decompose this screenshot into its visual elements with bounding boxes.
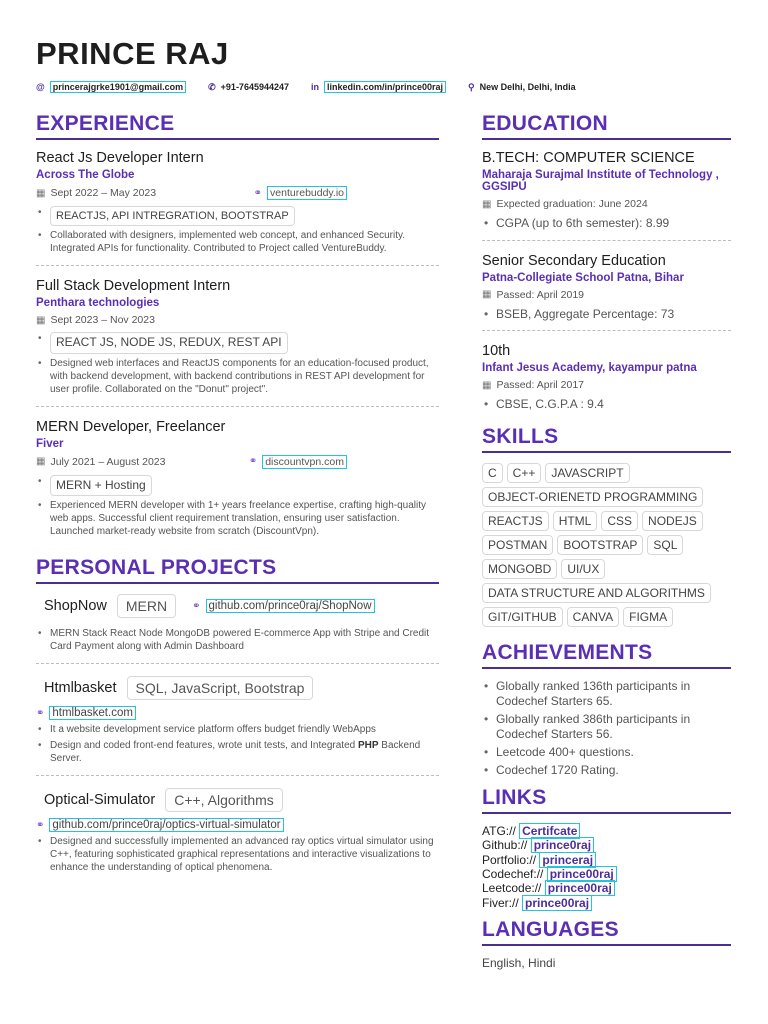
links-list	[482, 824, 731, 910]
skill-tag: OBJECT-ORIENETD PROGRAMMING	[482, 487, 703, 507]
job-bullets	[36, 206, 439, 255]
link-label: ATG://	[482, 823, 516, 838]
divider	[482, 330, 731, 331]
divider	[36, 406, 439, 407]
divider	[36, 775, 439, 776]
divider	[36, 663, 439, 664]
list-item	[36, 475, 439, 497]
list-item: • BSEB, Aggregate Percentage: 73	[482, 307, 731, 323]
job-dates: Sept 2023 – Nov 2023	[50, 314, 155, 327]
skill-tag: GIT/GITHUB	[482, 607, 563, 627]
link-row	[482, 896, 731, 910]
link-value[interactable]: princeraj	[539, 852, 596, 868]
experience-entry	[36, 419, 439, 539]
list-item: • Leetcode 400+ questions.	[482, 745, 731, 760]
skill-tag: REACTJS	[482, 511, 549, 531]
link-row	[482, 838, 731, 852]
job-bullets	[36, 332, 439, 396]
project-link-url[interactable]: github.com/prince0raj/ShopNow	[206, 599, 375, 613]
skills-heading: SKILLS	[482, 425, 731, 453]
link-row	[482, 853, 731, 867]
list-item: • Codechef 1720 Rating.	[482, 763, 731, 778]
list-item: • Experienced MERN developer with 1+ years freelance expertise, crafting high-quality web apps. Successful client requirement translation, ensuring user satisfaction. Launched market-ready website from scratch (DiscountVpn).	[36, 499, 439, 538]
school-name: Patna-Collegiate School Patna, Bihar	[482, 271, 684, 284]
bullet-bold: PHP	[357, 740, 379, 752]
list-item: • MERN Stack React Node MongoDB powered E-commerce App with Stripe and Credit Card Payment along with Admin Dashboard	[36, 627, 439, 653]
languages-text: English, Hindi	[482, 956, 556, 971]
contact-email	[36, 81, 186, 93]
education-entry	[482, 253, 731, 323]
education-meta	[482, 289, 731, 301]
list-item	[36, 739, 439, 765]
skill-tag: FIGMA	[623, 607, 673, 627]
skill-tag: MONGOBD	[482, 559, 557, 579]
tech-tag: MERN + Hosting	[50, 475, 152, 497]
education-date: Passed: April 2017	[496, 379, 585, 392]
link-value[interactable]: prince00raj	[522, 895, 592, 911]
school-name: Maharaja Surajmal Institute of Technology , GGSIPU	[482, 169, 719, 193]
link-value[interactable]: Certifcate	[519, 823, 580, 839]
contact-phone	[208, 82, 289, 93]
job-title: React Js Developer Intern	[36, 150, 204, 166]
company-name: Fiver	[36, 437, 64, 450]
tech-tag: REACTJS, API INTREGRATION, BOOTSTRAP	[50, 206, 295, 226]
project-entry	[36, 788, 439, 874]
calendar-icon: ▦	[36, 187, 46, 199]
education-bullets	[482, 307, 731, 323]
school-name: Infant Jesus Academy, kayampur patna	[482, 362, 697, 375]
education-heading: EDUCATION	[482, 112, 731, 140]
skill-tag: BOOTSTRAP	[557, 535, 643, 555]
list-item	[36, 332, 439, 354]
project-bullets	[36, 627, 439, 653]
list-item: • It a website development service platform offers budget friendly WebApps	[36, 723, 439, 736]
bullet-text: Backend Server.	[50, 740, 421, 765]
skills-list	[482, 463, 731, 627]
job-meta	[36, 455, 439, 469]
languages-heading: LANGUAGES	[482, 918, 731, 946]
job-meta	[36, 314, 439, 326]
skill-tag: POSTMAN	[482, 535, 553, 555]
project-entry	[36, 676, 439, 765]
skill-tag: DATA STRUCTURE AND ALGORITHMS	[482, 583, 711, 603]
skill-tag: C++	[507, 463, 542, 483]
project-link	[192, 599, 374, 613]
job-dates: Sept 2022 – May 2023	[50, 187, 157, 199]
project-bullets	[36, 723, 439, 765]
skill-tag: JAVASCRIPT	[545, 463, 629, 483]
project-name: ShopNow	[44, 598, 107, 615]
project-tag: SQL, JavaScript, Bootstrap	[127, 676, 314, 700]
right-column	[482, 112, 731, 970]
degree-title: B.TECH: COMPUTER SCIENCE	[482, 150, 695, 166]
list-item: • CGPA (up to 6th semester): 8.99	[482, 216, 731, 232]
experience-heading: EXPERIENCE	[36, 112, 439, 140]
job-title: MERN Developer, Freelancer	[36, 418, 226, 435]
projects-heading: PERSONAL PROJECTS	[36, 556, 439, 584]
project-name: Optical-Simulator	[44, 792, 156, 809]
link-label: Codechef://	[482, 866, 544, 881]
link-icon: ⚭	[248, 456, 258, 468]
project-tag: C++, Algorithms	[165, 788, 283, 812]
bullet-text: Design and coded front-end features, wrote unit tests, and Integrated	[50, 740, 358, 752]
degree-title: 10th	[482, 343, 511, 360]
tech-tag: REACT JS, NODE JS, REDUX, REST API	[50, 332, 288, 354]
linkedin-link[interactable]: linkedin.com/in/prince00raj	[324, 81, 446, 93]
calendar-icon: ▦	[482, 198, 492, 210]
calendar-icon: ▦	[482, 289, 492, 301]
phone-number: +91-7645944247	[220, 82, 289, 92]
calendar-icon: ▦	[482, 379, 492, 391]
link-label: Leetcode://	[482, 881, 542, 896]
divider	[482, 240, 731, 241]
project-header	[36, 594, 439, 618]
job-meta	[36, 186, 439, 200]
skill-tag: UI/UX	[561, 559, 605, 579]
link-label: Portfolio://	[482, 852, 537, 867]
education-date: Passed: April 2019	[496, 288, 585, 301]
company-name: Across The Globe	[36, 169, 135, 181]
link-row	[482, 824, 731, 838]
achievements-list	[482, 679, 731, 778]
project-link	[36, 818, 439, 832]
link-icon: ⚭	[36, 819, 45, 831]
job-link	[249, 455, 347, 469]
education-meta	[482, 379, 731, 391]
location-pin-icon: ⚲	[468, 81, 475, 92]
project-link	[36, 706, 439, 720]
education-bullets	[482, 216, 731, 232]
skill-tag: C	[482, 463, 503, 483]
education-date: Expected graduation: June 2024	[496, 198, 648, 210]
link-value[interactable]: prince00raj	[547, 866, 617, 882]
at-icon: @	[36, 82, 45, 92]
job-bullets	[36, 475, 439, 539]
job-title: Full Stack Development Intern	[36, 278, 231, 295]
links-heading: LINKS	[482, 786, 731, 814]
linkedin-icon: in	[311, 82, 319, 92]
skill-tag: CANVA	[567, 607, 619, 627]
link-icon: ⚭	[192, 600, 201, 612]
list-item: • Collaborated with designers, implemented web concept, and enhanced Security. Integrated APIs for functionality. Contributed to Project called VentureBuddy.	[36, 229, 439, 255]
email-link[interactable]: princerajgrke1901@gmail.com	[50, 81, 186, 93]
link-value[interactable]: prince0raj	[531, 837, 594, 853]
skill-tag: CSS	[601, 511, 638, 531]
education-meta	[482, 198, 731, 210]
link-label: Fiver://	[482, 895, 519, 910]
project-link-url[interactable]: github.com/prince0raj/optics-virtual-simulator	[49, 818, 283, 832]
project-link-url[interactable]: htmlbasket.com	[49, 706, 136, 720]
list-item: • Designed and successfully implemented an advanced ray optics virtual simulator using C++, featuring sophisticated graphical representations and interactive visualizations to enhance the understanding of optical phenomena.	[36, 835, 439, 874]
location-text: New Delhi, Delhi, India	[479, 82, 576, 92]
education-bullets	[482, 397, 731, 413]
project-name: Htmlbasket	[44, 680, 117, 697]
job-link-url[interactable]: venturebuddy.io	[267, 186, 347, 200]
phone-icon: ✆	[208, 81, 216, 92]
experience-entry	[36, 278, 439, 396]
list-item: • Designed web interfaces and ReactJS components for an education-focused product, with backend development, with backend contributions in REST API development for user profile. Collaborated on the "Donut" project".	[36, 357, 439, 396]
resume-name: PRINCE RAJ	[36, 36, 229, 71]
list-item: • Globally ranked 386th participants in Codechef Starters 56.	[482, 712, 731, 742]
project-header	[36, 788, 439, 812]
education-entry	[482, 150, 731, 232]
skill-tag: HTML	[553, 511, 598, 531]
calendar-icon: ▦	[36, 314, 46, 326]
link-value[interactable]: prince00raj	[545, 880, 615, 896]
link-label: Github://	[482, 838, 528, 853]
skill-tag: NODEJS	[642, 511, 703, 531]
contact-linkedin	[311, 81, 446, 93]
project-header	[36, 676, 439, 700]
experience-entry	[36, 150, 439, 255]
company-name: Penthara technologies	[36, 297, 160, 310]
project-entry	[36, 594, 439, 653]
contact-bar	[36, 81, 598, 93]
list-item: • Globally ranked 136th participants in Codechef Starters 65.	[482, 679, 731, 709]
link-row	[482, 881, 731, 895]
link-icon: ⚭	[253, 187, 263, 199]
achievements-heading: ACHIEVEMENTS	[482, 641, 731, 669]
left-column	[36, 112, 439, 877]
calendar-icon: ▦	[36, 456, 46, 468]
job-dates: July 2021 – August 2023	[50, 455, 166, 468]
list-item	[36, 206, 439, 226]
project-tag: MERN	[117, 594, 176, 618]
education-entry	[482, 343, 731, 413]
job-link	[254, 186, 347, 200]
degree-title: Senior Secondary Education	[482, 252, 666, 269]
list-item: • CBSE, C.G.P.A : 9.4	[482, 397, 731, 413]
link-icon: ⚭	[36, 707, 45, 719]
divider	[36, 265, 439, 266]
link-row	[482, 867, 731, 881]
contact-location	[468, 82, 576, 93]
project-bullets	[36, 835, 439, 874]
job-link-url[interactable]: discountvpn.com	[262, 455, 347, 469]
skill-tag: SQL	[647, 535, 683, 555]
